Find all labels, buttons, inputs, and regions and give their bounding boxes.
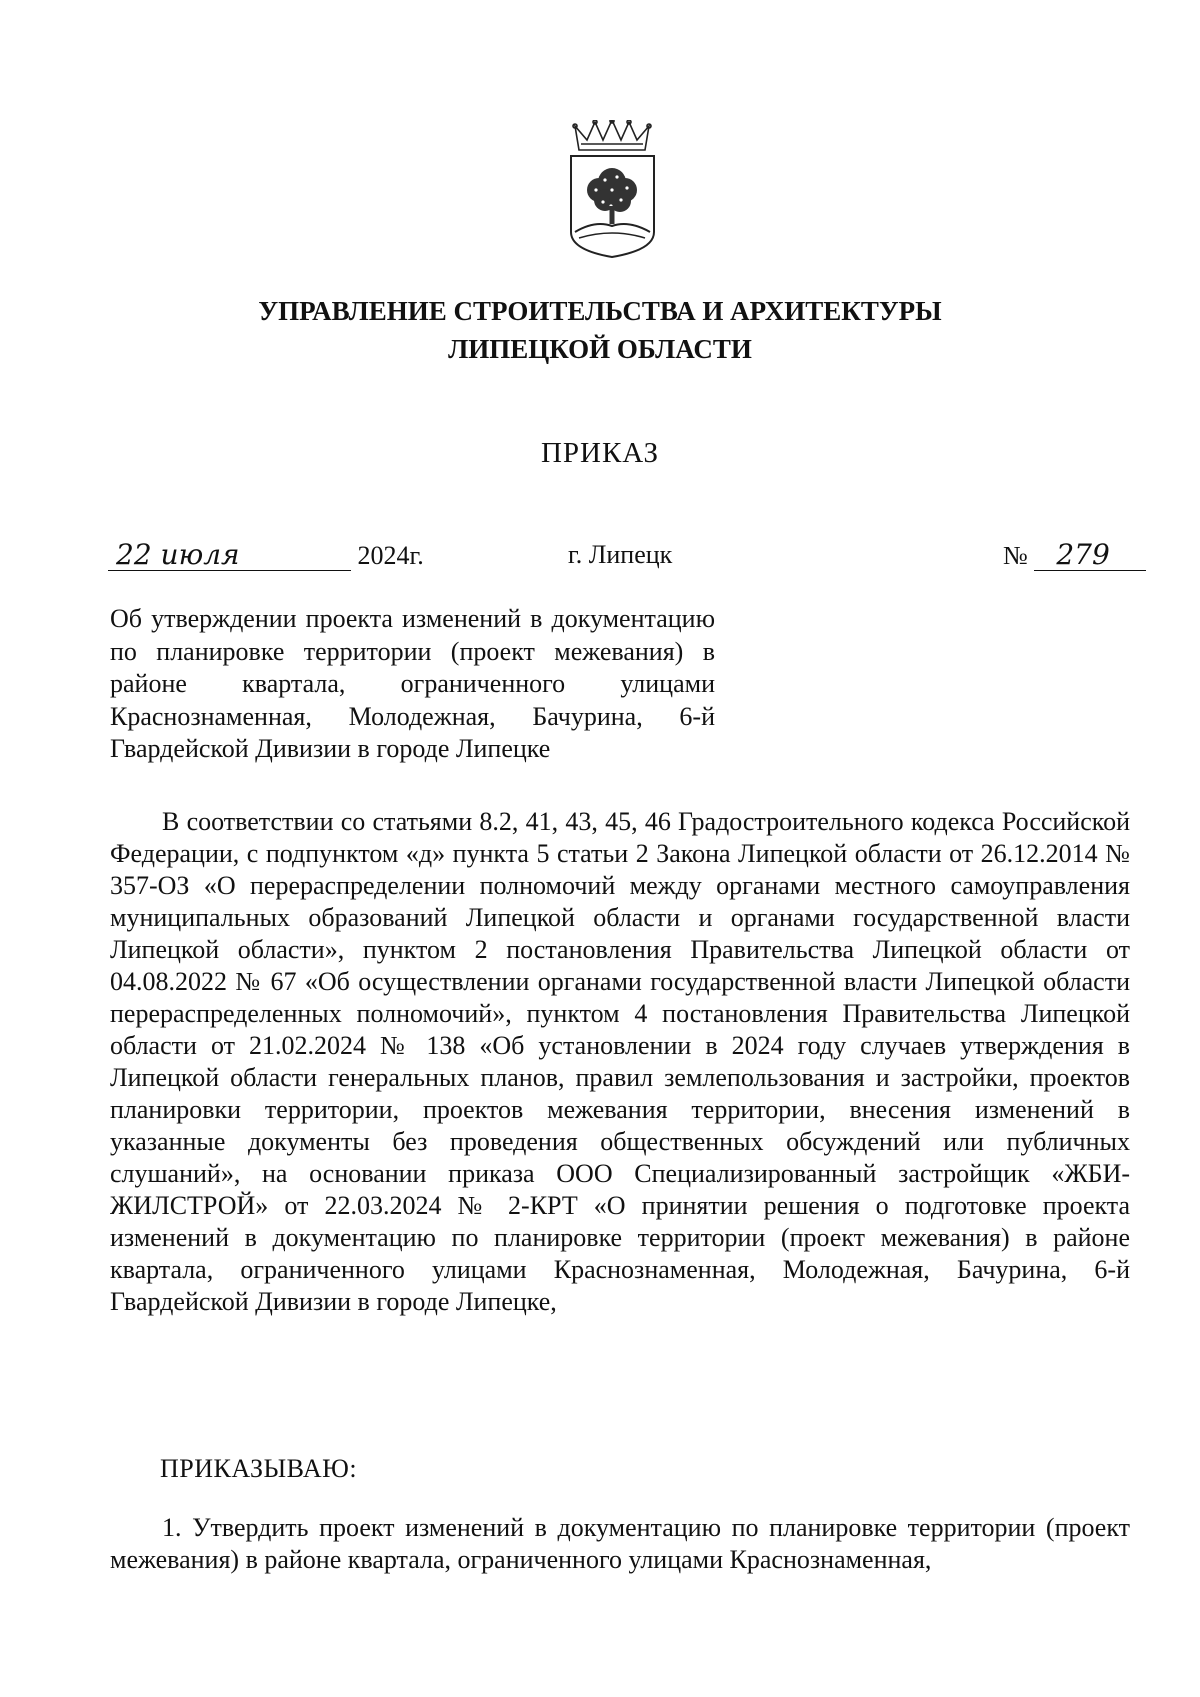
handwritten-number: 279 (1034, 540, 1146, 571)
order-city: г. Липецк (568, 540, 673, 569)
handwritten-date: 22 июля (108, 540, 351, 571)
preamble (110, 806, 1130, 1318)
order-date (108, 540, 424, 571)
order-year: 2024г. (357, 541, 424, 570)
organization-name-line1: УПРАВЛЕНИЕ СТРОИТЕЛЬСТВА И АРХИТЕКТУРЫ (258, 296, 942, 326)
decree-word: ПРИКАЗЫВАЮ: (160, 1454, 358, 1483)
organization-name-line2: ЛИПЕЦКОЙ ОБЛАСТИ (448, 334, 752, 364)
order-item-1: 1. Утвердить проект изменений в документацию по планировке территории (проект межевания) в районе квартала, ограниченного улицами Краснознаменная, (110, 1513, 1130, 1574)
number-sign: № (1003, 541, 1028, 570)
order-subject: Об утверждении проекта изменений в документацию по планировке территории (проект межевания) в районе квартала, ограниченного улицами Краснознаменная, Молодежная, Бачурина, 6-й Гвардейской Дивизии в городе Липецке (110, 604, 715, 763)
order-title: ПРИКАЗ (540, 437, 660, 469)
order-number (1003, 540, 1146, 571)
preamble-text: В соответствии со статьями 8.2, 41, 43, 45, 46 Градостроительного кодекса Российской Федерации, с подпунктом «д» пункта 5 статьи 2 Закона Липецкой области от 26.12.2014 № 357-ОЗ «О перераспределении полномочий между органами местного самоуправления муниципальных образований Липецкой области и органами государственной власти Липецкой области», пунктом 2 постановления Правительства Липецкой области от 04.08.2022 № 67 «Об осуществлении органами государственной власти Липецкой области перераспределенных полномочий», пунктом 4 постановления Правительства Липецкой области от 21.02.2024 № 138 «Об установлении в 2024 году случаев утверждения в Липецкой области генеральных планов, правил землепользования и застройки, проектов планировки территории, проектов межевания территории, внесения изменений в указанные документы без проведения общественных обсуждений или публичных слушаний», на основании приказа ООО Специализированный застройщик «ЖБИ-ЖИЛСТРОЙ» от 22.03.2024 № 2-КРТ «О принятии решения о подготовке проекта изменений в документацию по планировке территории (проект межевания) в районе квартала, ограниченного улицами Краснознаменная, Молодежная, Бачурина, 6-й Гвардейской Дивизии в городе Липецке, (110, 807, 1130, 1316)
coat-of-arms-icon (565, 120, 660, 258)
